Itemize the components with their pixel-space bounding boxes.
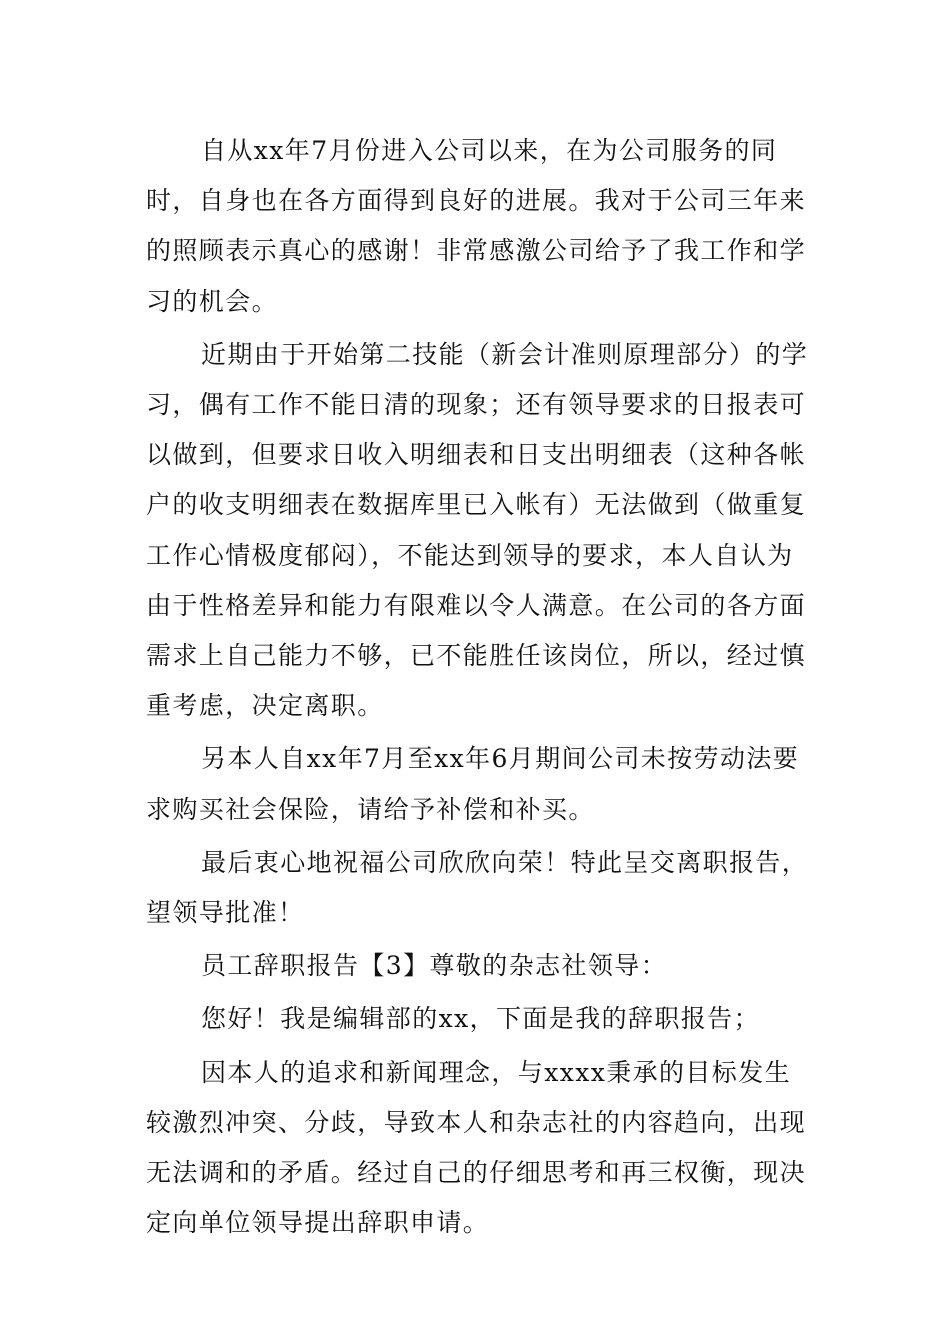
paragraph-greeting: 您好！我是编辑部的xx，下面是我的辞职报告； (201, 1004, 760, 1034)
paragraph-reasons: 近期由于开始第二技能（新会计准则原理部分）的学习，偶有工作不能日清的现象；还有领导要求的日报表可以做到，但要求日收入明细表和日支出明细表（这种各帐户的收支明细表在数据库里已入帐有）无法做到（做重复工作心情极度郁闷），不能达到领导的要求，本人自认为由于性格差异和能力有限难以令人满意。在公司的各方面需求上自己能力不够，已不能胜任该岗位，所以，经过慎重考虑，决定离职。 (146, 339, 809, 721)
paragraph-intro: 自从xx年7月份进入公司以来，在为公司服务的同时，自身也在各方面得到良好的进展。我对于公司三年来的照顾表示真心的感谢！非常感激公司给予了我工作和学习的机会。 (146, 136, 807, 316)
paragraph-heading-3: 员工辞职报告【3】尊敬的杂志社领导： (201, 951, 668, 981)
paragraph-resignation-reason: 因本人的追求和新闻理念，与xxxx秉承的目标发生较激烈冲突、分歧，导致本人和杂志社的内容趋向，出现无法调和的矛盾。经过自己的仔细思考和再三权衡，现决定向单位领导提出辞职申请。 (146, 1057, 807, 1238)
paragraph-closing: 最后衷心地祝福公司欣欣向荣！特此呈交离职报告，望领导批准！ (146, 847, 809, 928)
document-body (146, 126, 810, 1251)
paragraph-social-insurance: 另本人自xx年7月至xx年6月期间公司未按劳动法要求购买社会保险，请给予补偿和补买。 (146, 744, 800, 824)
